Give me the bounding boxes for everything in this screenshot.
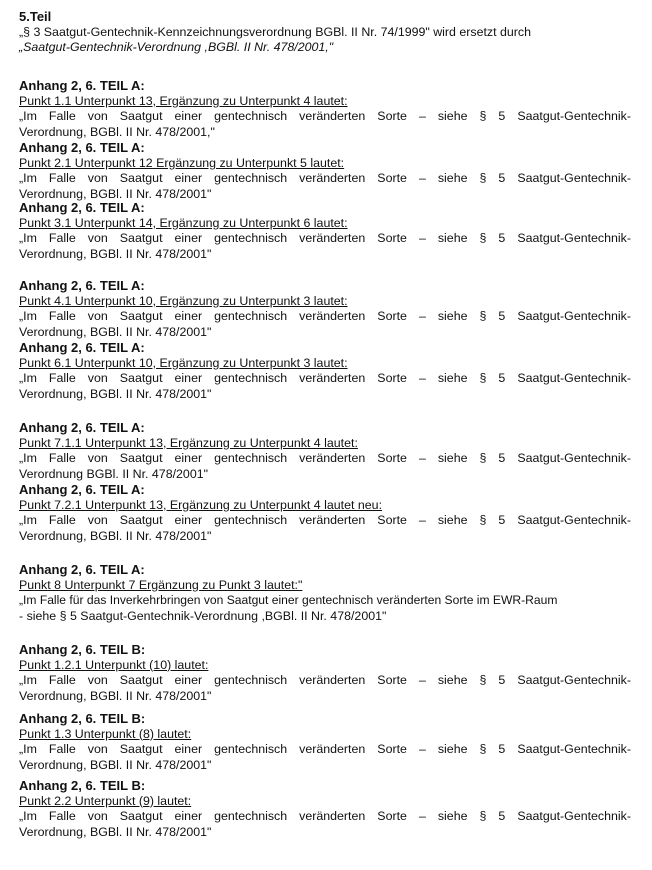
section-text: „Im Falle von Saatgut einer gentechnisch veränderten Sorte – siehe § 5 Saatgut-Gentechnik- bbox=[19, 809, 631, 824]
section bbox=[19, 711, 631, 773]
section-punkt: Punkt 2.1 Unterpunkt 12 Ergänzung zu Unterpunkt 5 lautet: bbox=[19, 155, 345, 170]
section-heading: Anhang 2, 6. TEIL B: bbox=[19, 642, 146, 657]
section-heading: Anhang 2, 6. TEIL A: bbox=[19, 420, 145, 435]
section-text: Verordnung, BGBl. II Nr. 478/2001," bbox=[19, 124, 215, 139]
section-heading: Anhang 2, 6. TEIL A: bbox=[19, 340, 145, 355]
section-punkt: Punkt 1.1 Unterpunkt 13, Ergänzung zu Unterpunkt 4 lautet: bbox=[19, 93, 348, 108]
section-heading: Anhang 2, 6. TEIL A: bbox=[19, 562, 145, 577]
section-text: „Im Falle von Saatgut einer gentechnisch veränderten Sorte – siehe § 5 Saatgut-Gentechnik- bbox=[19, 451, 631, 466]
section-punkt: Punkt 7.1.1 Unterpunkt 13, Ergänzung zu Unterpunkt 4 lautet: bbox=[19, 435, 358, 450]
section-text: „Im Falle für das Inverkehrbringen von Saatgut einer gentechnisch veränderten Sorte im EWR-Raum bbox=[19, 593, 558, 608]
intro-line: „Saatgut-Gentechnik-Verordnung ,BGBl. II Nr. 478/2001," bbox=[19, 40, 334, 55]
section bbox=[19, 140, 631, 202]
section-punkt: Punkt 8 Unterpunkt 7 Ergänzung zu Punkt 3 lautet:" bbox=[19, 577, 303, 592]
section-text: „Im Falle von Saatgut einer gentechnisch veränderten Sorte – siehe § 5 Saatgut-Gentechnik- bbox=[19, 309, 631, 324]
section-text: „Im Falle von Saatgut einer gentechnisch veränderten Sorte – siehe § 5 Saatgut-Gentechnik- bbox=[19, 742, 631, 757]
section-heading: Anhang 2, 6. TEIL A: bbox=[19, 140, 145, 155]
section-text: „Im Falle von Saatgut einer gentechnisch veränderten Sorte – siehe § 5 Saatgut-Gentechnik- bbox=[19, 231, 631, 246]
section-text: „Im Falle von Saatgut einer gentechnisch veränderten Sorte – siehe § 5 Saatgut-Gentechnik- bbox=[19, 109, 631, 124]
section-text: Verordnung, BGBl. II Nr. 478/2001" bbox=[19, 757, 212, 772]
section bbox=[19, 562, 631, 624]
section-punkt: Punkt 7.2.1 Unterpunkt 13, Ergänzung zu Unterpunkt 4 lautet neu: bbox=[19, 497, 383, 512]
section-heading: Anhang 2, 6. TEIL A: bbox=[19, 278, 145, 293]
part-title: 5.Teil bbox=[19, 9, 52, 24]
section-text: Verordnung, BGBl. II Nr. 478/2001" bbox=[19, 688, 212, 703]
section-punkt: Punkt 6.1 Unterpunkt 10, Ergänzung zu Unterpunkt 3 lautet: bbox=[19, 355, 348, 370]
section bbox=[19, 642, 631, 704]
section-heading: Anhang 2, 6. TEIL B: bbox=[19, 711, 146, 726]
intro-line: „§ 3 Saatgut-Gentechnik-Kennzeichnungsverordnung BGBl. II Nr. 74/1999" wird ersetzt durch bbox=[19, 24, 532, 39]
section-text: Verordnung, BGBl. II Nr. 478/2001" bbox=[19, 186, 212, 201]
section-text: Verordnung BGBl. II Nr. 478/2001" bbox=[19, 466, 208, 481]
section bbox=[19, 420, 631, 482]
section bbox=[19, 278, 631, 340]
section-text: „Im Falle von Saatgut einer gentechnisch veränderten Sorte – siehe § 5 Saatgut-Gentechnik- bbox=[19, 513, 631, 528]
section-heading: Anhang 2, 6. TEIL B: bbox=[19, 778, 146, 793]
section-punkt: Punkt 1.3 Unterpunkt (8) lautet: bbox=[19, 726, 192, 741]
section-text: „Im Falle von Saatgut einer gentechnisch veränderten Sorte – siehe § 5 Saatgut-Gentechnik- bbox=[19, 673, 631, 688]
section bbox=[19, 778, 631, 840]
section-text: Verordnung, BGBl. II Nr. 478/2001" bbox=[19, 528, 212, 543]
section-punkt: Punkt 1.2.1 Unterpunkt (10) lautet: bbox=[19, 657, 209, 672]
section-text: - siehe § 5 Saatgut-Gentechnik-Verordnung ,BGBl. II Nr. 478/2001" bbox=[19, 608, 387, 623]
section-punkt: Punkt 4.1 Unterpunkt 10, Ergänzung zu Unterpunkt 3 lautet: bbox=[19, 293, 348, 308]
section-text: Verordnung, BGBl. II Nr. 478/2001" bbox=[19, 246, 212, 261]
section-heading: Anhang 2, 6. TEIL A: bbox=[19, 482, 145, 497]
section-text: Verordnung, BGBl. II Nr. 478/2001" bbox=[19, 386, 212, 401]
section bbox=[19, 200, 631, 262]
section-heading: Anhang 2, 6. TEIL A: bbox=[19, 200, 145, 215]
section-text: Verordnung, BGBl. II Nr. 478/2001" bbox=[19, 324, 212, 339]
section bbox=[19, 78, 631, 140]
section-punkt: Punkt 2.2 Unterpunkt (9) lautet: bbox=[19, 793, 192, 808]
section bbox=[19, 340, 631, 402]
intro-section bbox=[19, 9, 631, 56]
section-text: „Im Falle von Saatgut einer gentechnisch veränderten Sorte – siehe § 5 Saatgut-Gentechnik- bbox=[19, 371, 631, 386]
section-heading: Anhang 2, 6. TEIL A: bbox=[19, 78, 145, 93]
section-text: „Im Falle von Saatgut einer gentechnisch veränderten Sorte – siehe § 5 Saatgut-Gentechnik- bbox=[19, 171, 631, 186]
section bbox=[19, 482, 631, 544]
section-text: Verordnung, BGBl. II Nr. 478/2001" bbox=[19, 824, 212, 839]
section-punkt: Punkt 3.1 Unterpunkt 14, Ergänzung zu Unterpunkt 6 lautet: bbox=[19, 215, 348, 230]
